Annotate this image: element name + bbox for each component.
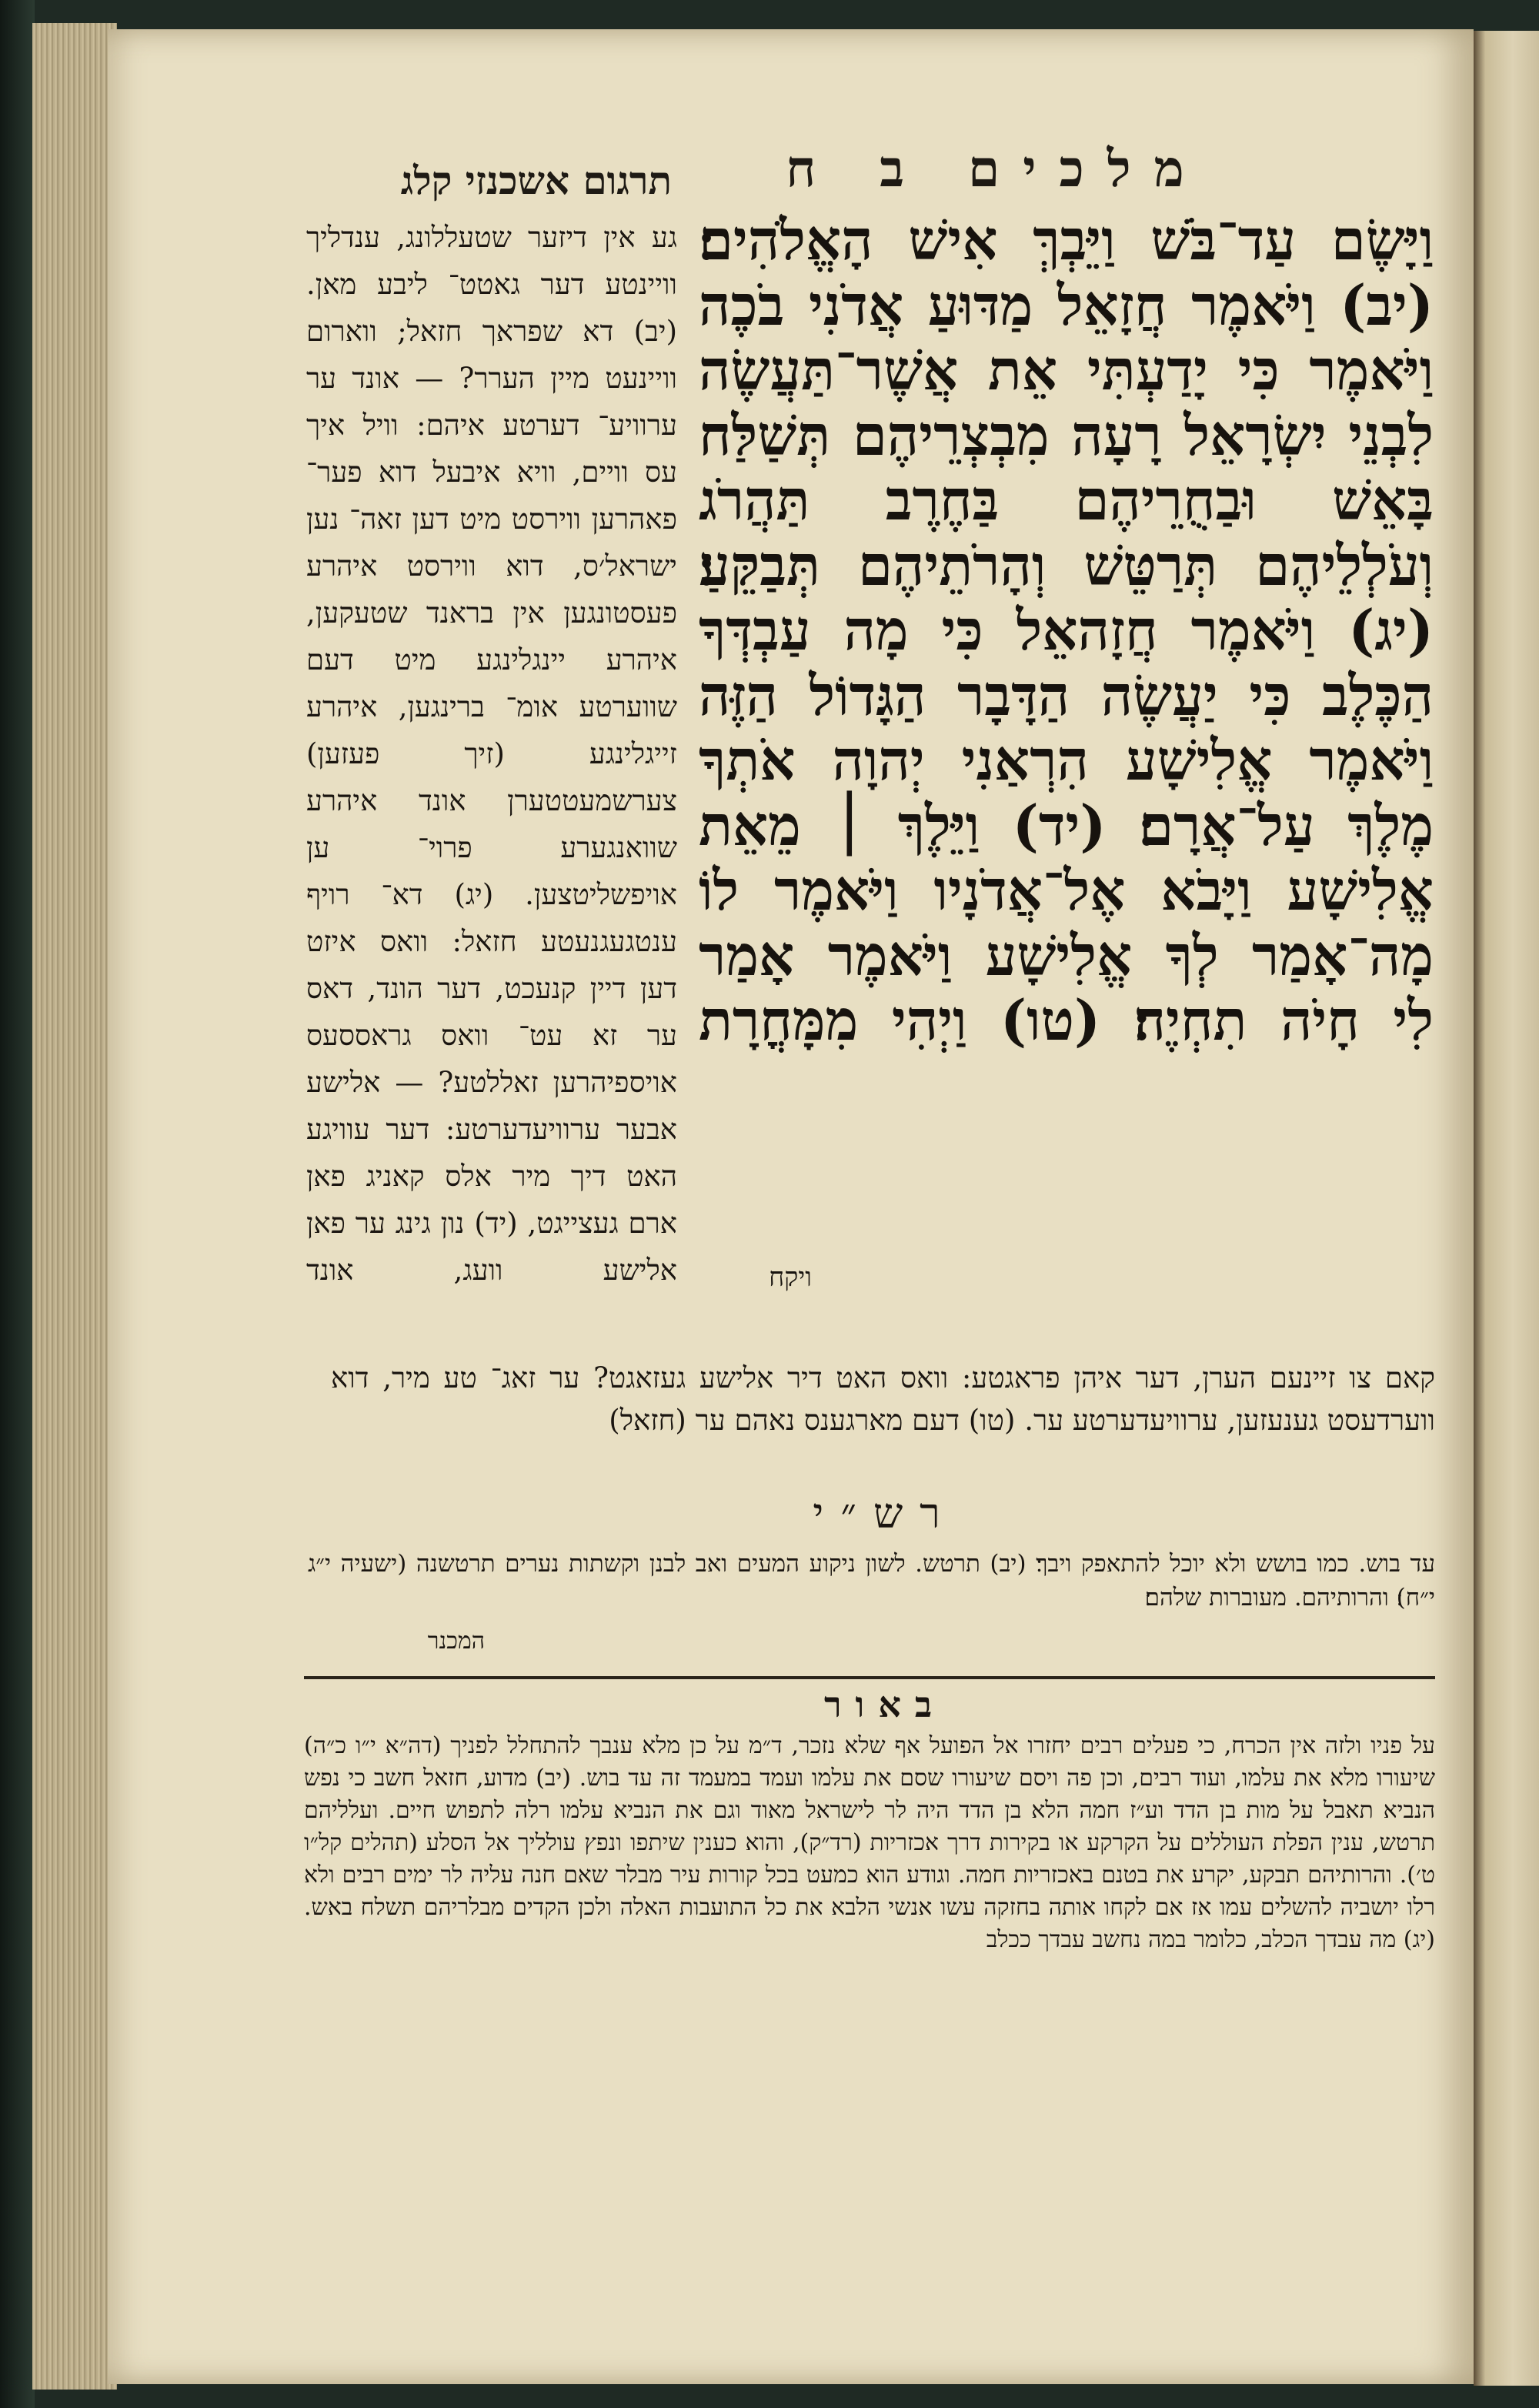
rashi-heading: רש״י (813, 1489, 957, 1538)
section-divider (304, 1676, 1435, 1679)
facing-page-edge (1474, 31, 1539, 2386)
printer-note: המכנר (427, 1628, 485, 1655)
catchword: ויקח (769, 1262, 812, 1293)
yiddish-translation-continuation: קאם צו זיינעם הערן, דער איהן פראגטע: וואס האט דיר אלישע געזאגט? ער זאג־ טע מיר, דוא ווערדעסט גענעזען, ערוויעדערטע ער. (טו) דעם מארגענס נאהם ער (חזאל) (331, 1361, 1435, 1437)
biur-commentary: על פניו ולזה אין הכרח, כי פעלים רבים יחזרו אל הפועל אף שלא נזכר, ד״מ על כן מלא ענבך להתחלל לפניך (דה״א י״ו כ״ה) שיעורו מלא את עלמו, ועוד רבים, וכן פה ויסם שיעורו שסם את עלמו ועמד במעמד זה עד בוש. (יב) מדוע, חזאל חשב כי נפש הנביא תאבל על מות בן הדד וע״ז חמה הלא בן הדד היה לר לישראל מאוד וגם את הנביא עלמו רלה לתפוש חיים. ועלליהם תרטש, ענין הפלת העוללים על הקרקע או בקירות דרך אכזריות (רד״ק), והוא כענין שיתפו ונפץ עולליך אל הסלע (תהלים קל״ו ט׳). והרותיהם תבקע, יקרע את בטנם באכזריות חמה. וגודע הוא כמעט בכל קורות עיר מבלר שאם חנה עליה לר ימים רבים ולא רלו יושביה להשלים עמו אז אם לקחו אותה בחזקה עשו אנשי הלבא את כל התועבות האלה ולכן הקדים מבלריהם תשלח באש. (יג) מה עבדך הכלב, כלומר במה נחשב עבדך ככלב (304, 1732, 1436, 1953)
yiddish-translation-column: גע אין דיזער שטעללונג, ענדליך וויינטע דער גאטט־ ליבע מאן. (יב) דא שפראך חזאל; ווארום וויינעט מיין הערר? — אונד ער ערוויע־ דערטע איהם: וויל איך עס וויים, וויא איבעל דוא פער־ פאהרען ווירסט מיט דען זאה־ נען ישראל׳ס, דוא ווירסט איהרע פעסטונגען אין בראנד שטעקען, איהרע יינגלינגע מיט דעם שווערטע אומ־ ברינגען, איהרע זייגלינגע (זיך פעזען) צערשמעטטערן אונד איהרע שוואנגערע פרוי־ ען אויפשליטצען. (יג) דא־ רויף ענטגעגנעטע חזאל: וואס איזט דען דיין קנעכט, דער הונד, דאס ער זא עט־ וואס גראססעס אויספיהרען זאללטע? — אלישע אבער ערוויעדערטע: דער עוויגע האט דיך מיר אלס קאניג פאן ארם געצייגט, (יד) נון גינג ער פאן אלישע וועג, אונד (306, 221, 677, 1287)
book-chapter-header: מלכים ב ח (786, 139, 1207, 199)
page-edges (32, 23, 117, 2390)
targum-header: תרגום אשכנזי קלג (400, 158, 672, 203)
scripture-text: וַיָּשֶׂם עַד־בֹּשׁ וַיֵּבְךְּ אִישׁ הָאֱלֹהִים׃ (יב) וַיֹּאמֶר חֲזָאֵל מַדּוּעַ אֲדֹנִי בֹכֶה וַיֹּאמֶר כִּי יָדַעְתִּי אֵת אֲשֶׁר־תַּעֲשֶׂה לִבְנֵי יִשְׂרָאֵל רָעָה מִבְצְרֵיהֶם תְּשַׁלַּח בָּאֵשׁ וּבַחֻרֵיהֶם בַּחֶרֶב תַּהֲרֹג וְעֹלְלֵיהֶם תְּרַטֵּשׁ וְהָרֹתֵיהֶם תְּבַקֵּעַ׃ (יג) וַיֹּאמֶר חֲזָהאֵל כִּי מָה עַבְדְּךָ הַכֶּלֶב כִּי יַעֲשֶׂה הַדָּבָר הַגָּדוֹל הַזֶּה וַיֹּאמֶר אֱלִישָׁע הִרְאַנִי יְהוָה אֹתְךָ מֶלֶךְ עַל־אֲרָם׃ (יד) וַיֵּלֶךְ ׀ מֵאֵת אֱלִישָׁע וַיָּבֹא אֶל־אֲדֹנָיו וַיֹּאמֶר לוֹ מָה־אָמַר לְךָ אֱלִישָׁע וַיֹּאמֶר אָמַר לִי חָיֹה תִחְיֶה׃ (טו) וַיְהִי מִמָּחֳרָת (699, 207, 1434, 1053)
rashi-commentary: עד בוש. כמו בושש ולא יוכל להתאפק ויבך׃ (יב) תרטש. לשון ניקוע המעים ואב לבנן וקשתות נערים תרטשנה (ישעיה י״ג י״ח)׃ והרותיהם. מעוברות שלהם׃ (308, 1550, 1435, 1611)
background-edge (0, 0, 35, 2408)
biur-heading: באור (823, 1684, 946, 1725)
